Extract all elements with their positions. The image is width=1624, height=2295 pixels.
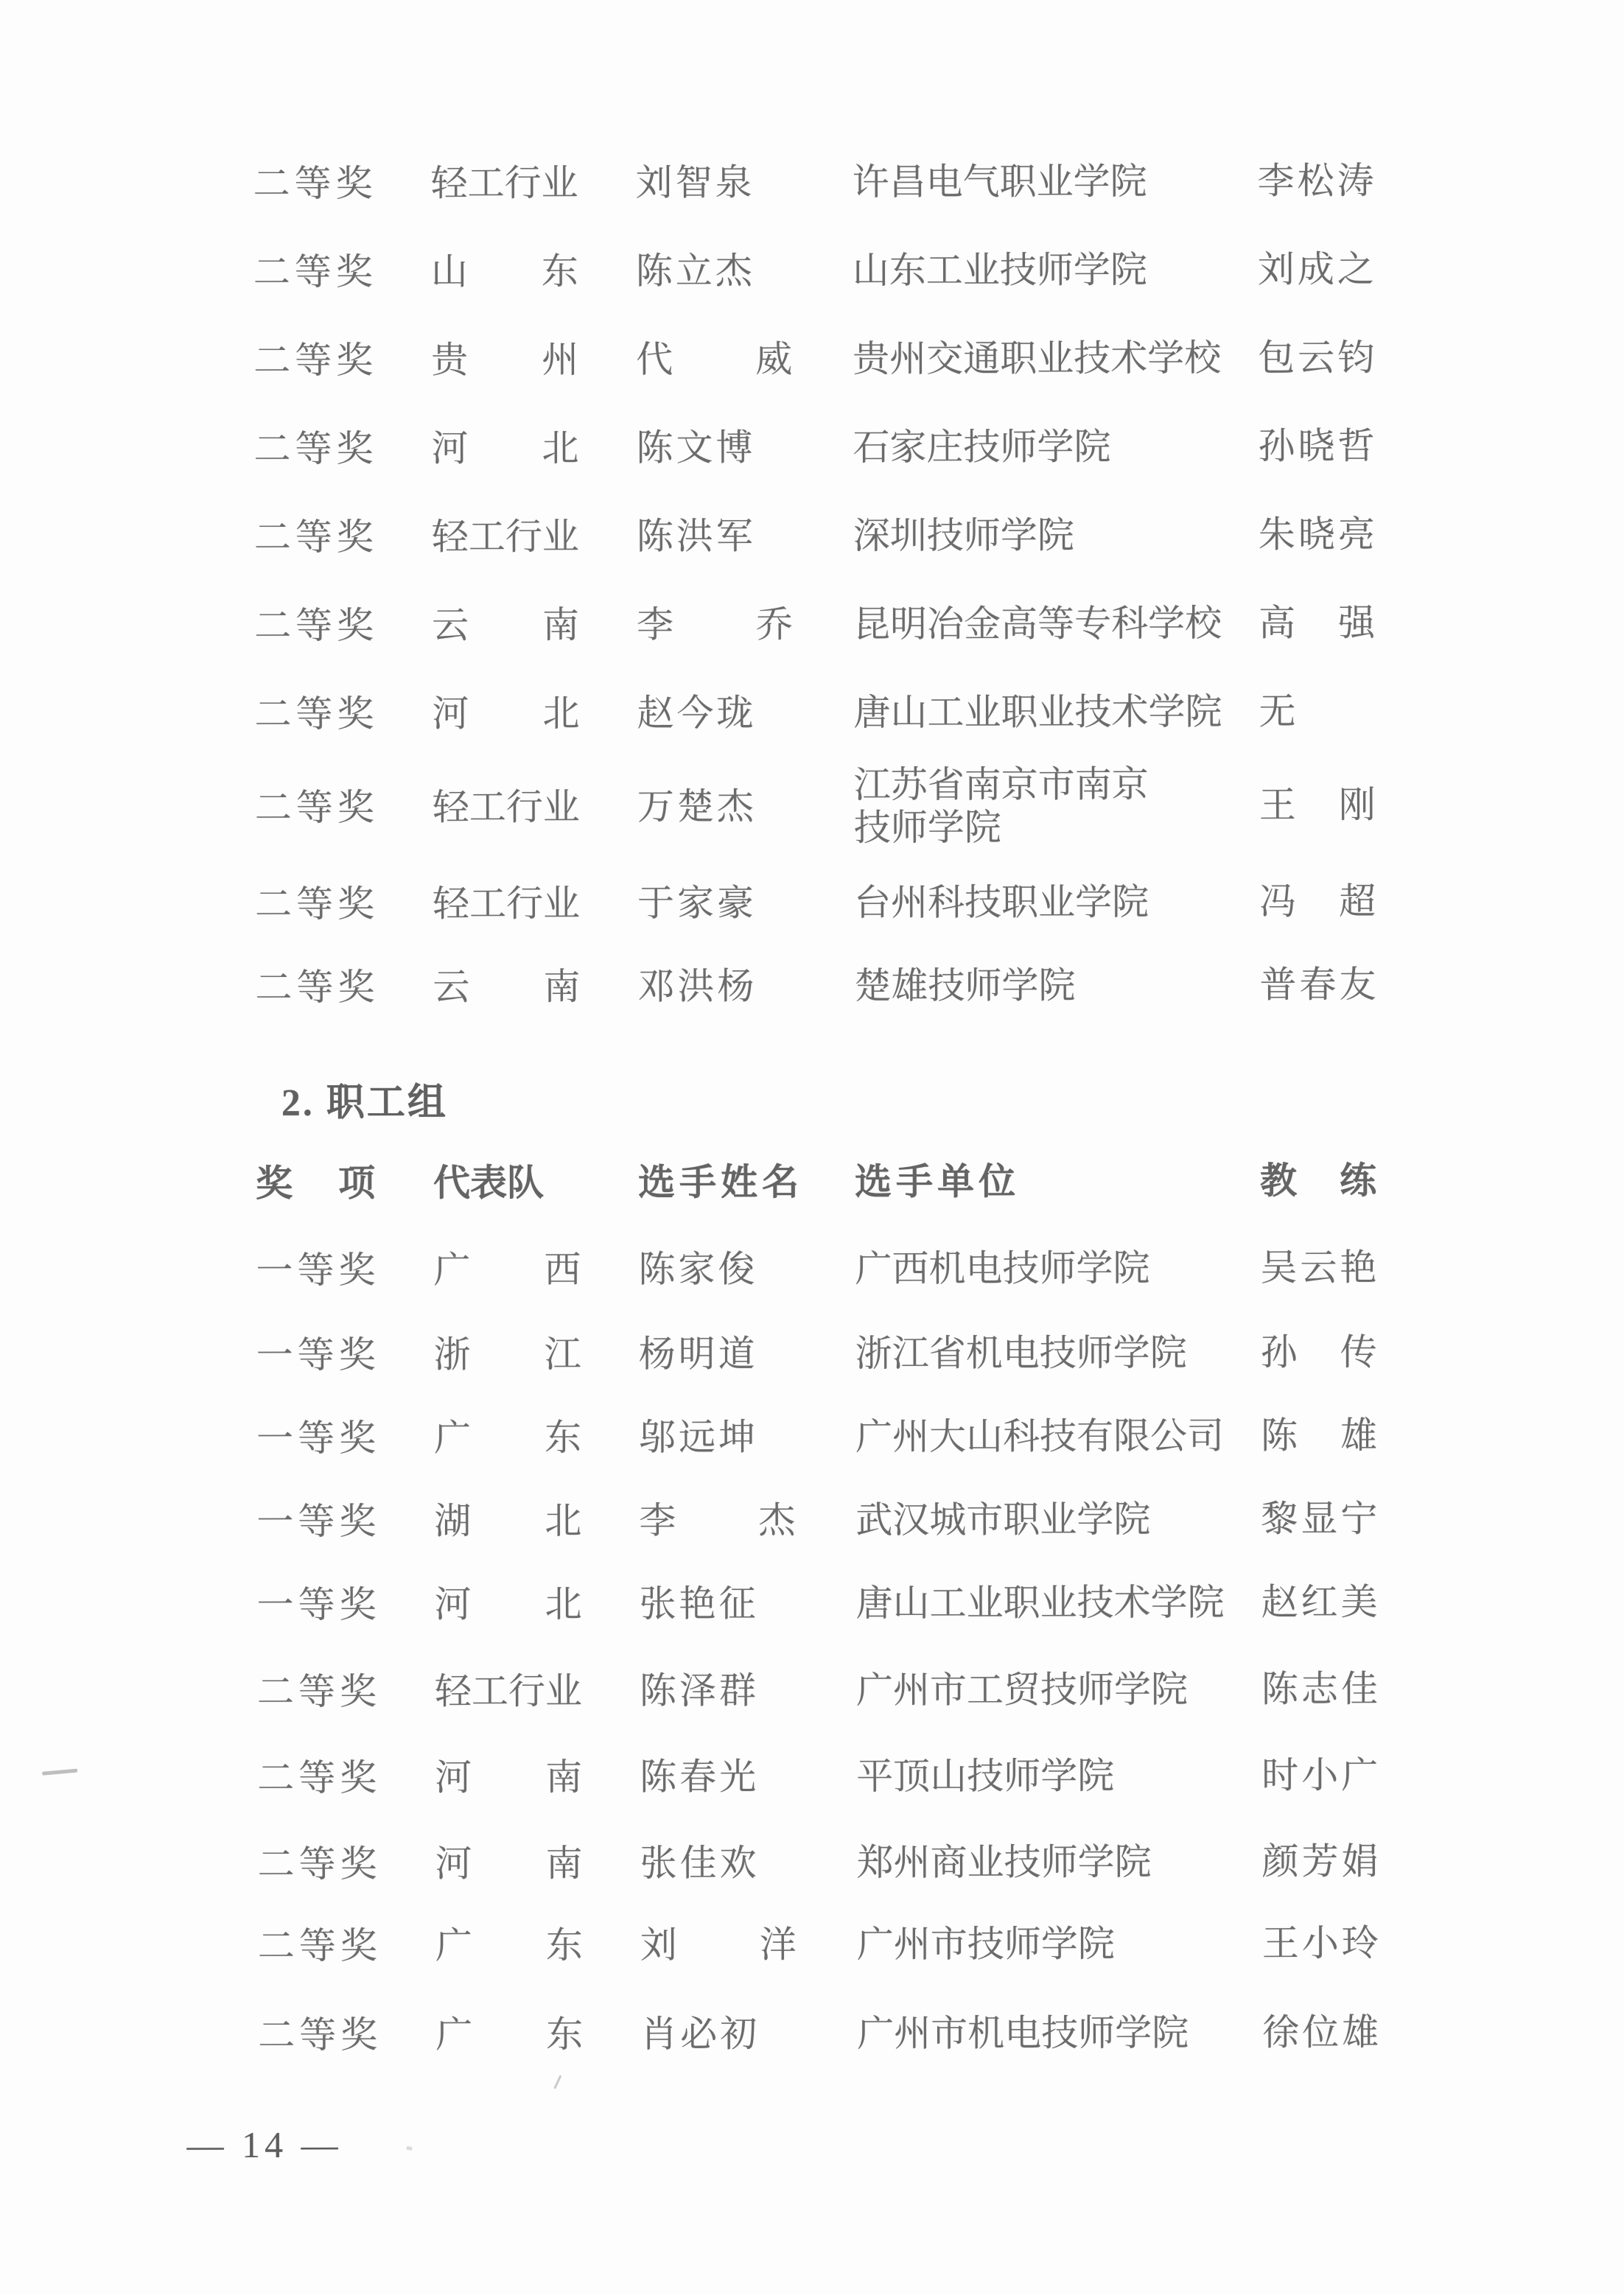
unit-cell: 郑州商业技师学院 (856, 1841, 1152, 1884)
award-cell: 二等奖 (257, 1843, 382, 1885)
table-row (255, 941, 1449, 1032)
award-cell: 一等奖 (256, 1334, 380, 1376)
name-cell: 陈泽群 (639, 1669, 760, 1711)
unit-cell: 许昌电气职业学院 (852, 161, 1147, 203)
name-cell: 陈洪军 (636, 515, 756, 557)
team-cell: 山 东 (430, 250, 578, 292)
award-cell: 二等奖 (255, 883, 379, 925)
name-cell: 陈家俊 (638, 1248, 758, 1290)
name-cell: 杨明道 (638, 1333, 758, 1375)
table-row (257, 1734, 1451, 1821)
team-cell: 河 北 (434, 1583, 582, 1625)
coach-cell: 黎显宁 (1261, 1498, 1381, 1540)
table-row (257, 1820, 1451, 1907)
coach-cell: 孙 传 (1260, 1331, 1380, 1373)
team-cell: 广 西 (433, 1249, 581, 1291)
team-cell: 轻工行业 (432, 786, 580, 828)
coach-cell: 王小玲 (1261, 1922, 1382, 1964)
name-cell: 肖必初 (640, 2013, 760, 2055)
coach-cell: 冯 超 (1259, 880, 1379, 922)
unit-cell: 江苏省南京市南京 技师学院 (853, 763, 1149, 848)
coach-cell: 孙晓哲 (1258, 425, 1378, 467)
column-header-coach: 教 练 (1260, 1160, 1380, 1202)
name-cell: 赵今珑 (637, 692, 757, 734)
table-row (256, 1226, 1449, 1313)
name-cell: 邓洪杨 (637, 965, 757, 1007)
scan-artifact-dash (42, 1769, 77, 1776)
coach-cell: 陈志佳 (1261, 1668, 1381, 1710)
team-cell: 贵 州 (431, 339, 579, 381)
award-cell: 二等奖 (254, 693, 379, 735)
scan-artifact-tick (553, 2075, 561, 2089)
award-cell: 二等奖 (257, 1756, 382, 1799)
award-cell: 二等奖 (255, 966, 379, 1009)
award-cell: 一等奖 (256, 1500, 381, 1543)
unit-cell: 广州市机电技师学院 (857, 2011, 1189, 2055)
award-cell: 二等奖 (253, 516, 378, 558)
coach-cell: 包云钧 (1258, 337, 1378, 379)
coach-cell: 赵红美 (1261, 1581, 1381, 1623)
award-cell: 二等奖 (254, 786, 379, 829)
unit-cell: 唐山工业职业技术学院 (855, 1581, 1225, 1625)
table-row (255, 735, 1449, 878)
awards-list-section-1 (0, 0, 1621, 1009)
table-row (253, 225, 1447, 317)
table-row (256, 1477, 1450, 1564)
name-cell: 李 杰 (639, 1499, 799, 1541)
name-cell: 李 乔 (637, 603, 797, 645)
team-cell: 广 东 (433, 1417, 582, 1459)
team-cell: 轻工行业 (433, 883, 581, 925)
award-cell: 二等奖 (254, 604, 379, 647)
unit-cell: 广州大山科技有限公司 (855, 1415, 1225, 1458)
name-cell: 张艳征 (639, 1583, 759, 1625)
award-cell: 二等奖 (253, 427, 378, 470)
column-header-name: 选手姓名 (638, 1161, 804, 1203)
award-cell: 一等奖 (256, 1249, 380, 1292)
coach-cell: 李松涛 (1257, 160, 1377, 202)
name-cell: 万楚杰 (637, 785, 757, 827)
unit-cell: 广西机电技师学院 (855, 1247, 1150, 1290)
team-cell: 湖 北 (434, 1500, 582, 1542)
award-cell: 二等奖 (253, 162, 377, 205)
unit-cell: 楚雄技师学院 (854, 964, 1076, 1007)
award-cell: 二等奖 (257, 1924, 382, 1967)
team-cell: 广 东 (435, 1924, 583, 1966)
team-cell: 云 南 (432, 604, 580, 646)
table-row (257, 1647, 1451, 1734)
table-row (256, 1560, 1450, 1647)
unit-cell: 广州市技师学院 (856, 1923, 1115, 1966)
column-header-team: 代表队 (433, 1162, 545, 1204)
coach-cell: 朱晓亮 (1258, 514, 1378, 556)
unit-cell: 石家庄技师学院 (853, 426, 1111, 469)
unit-cell: 唐山工业职业技术学院 (853, 690, 1222, 734)
unit-cell: 贵州交通职业技术学校 (853, 337, 1222, 380)
team-cell: 轻工行业 (431, 516, 579, 558)
table-header-row (256, 1139, 1449, 1226)
table-row (256, 1311, 1450, 1398)
name-cell: 邬远坤 (638, 1416, 759, 1458)
name-cell: 刘智泉 (635, 161, 755, 203)
coach-cell: 高 强 (1259, 602, 1379, 644)
table-row (253, 314, 1447, 405)
team-cell: 河 南 (435, 1843, 583, 1885)
name-cell: 陈春光 (640, 1756, 760, 1798)
column-header-unit: 选手单位 (855, 1160, 1021, 1203)
name-cell: 陈立杰 (635, 250, 755, 292)
name-cell: 代 威 (636, 338, 796, 380)
table-row (253, 137, 1446, 228)
team-cell: 云 南 (433, 966, 581, 1008)
coach-cell: 无 (1259, 690, 1299, 732)
team-cell: 河 南 (435, 1756, 583, 1798)
table-row (258, 1991, 1452, 2078)
team-cell: 轻工行业 (430, 162, 578, 204)
coach-cell: 时小广 (1261, 1754, 1382, 1796)
award-cell: 二等奖 (258, 2014, 382, 2056)
coach-cell: 颜芳娟 (1261, 1840, 1382, 1882)
team-cell: 浙 江 (433, 1334, 581, 1376)
unit-cell: 广州市工贸技师学院 (855, 1668, 1189, 1711)
unit-cell: 平顶山技师学院 (856, 1755, 1115, 1798)
team-cell: 河 北 (432, 693, 580, 735)
team-cell: 河 北 (431, 427, 579, 469)
coach-cell: 吴云艳 (1260, 1247, 1380, 1289)
name-cell: 张佳欢 (640, 1842, 760, 1884)
unit-cell: 台州科技职业学院 (854, 881, 1149, 924)
coach-cell: 王 刚 (1259, 784, 1379, 826)
scan-artifact-speck (406, 2146, 413, 2151)
award-cell: 二等奖 (253, 250, 377, 293)
unit-cell: 浙江省机电技师学院 (855, 1331, 1187, 1375)
unit-cell: 武汉城市职业学院 (855, 1499, 1151, 1541)
table-row (253, 402, 1447, 494)
table-row (254, 491, 1448, 582)
table-row (258, 1902, 1452, 1989)
team-cell: 轻工行业 (434, 1670, 583, 1712)
award-cell: 二等奖 (256, 1670, 382, 1713)
page-number: — 14 — (186, 2123, 343, 2166)
team-cell: 广 东 (435, 2014, 584, 2056)
unit-cell: 深圳技师学院 (853, 514, 1074, 557)
name-cell: 刘 洋 (640, 1924, 799, 1966)
award-cell: 二等奖 (253, 339, 378, 382)
name-cell: 于家豪 (637, 882, 757, 924)
award-cell: 一等奖 (256, 1583, 381, 1626)
unit-cell: 昆明冶金高等专科学校 (853, 602, 1222, 645)
coach-cell: 刘成之 (1257, 248, 1377, 290)
table-row (256, 1394, 1450, 1481)
coach-cell: 陈 雄 (1260, 1415, 1381, 1457)
coach-cell: 徐位雄 (1262, 2011, 1382, 2053)
table-row (254, 579, 1448, 670)
unit-cell: 山东工业技师学院 (852, 249, 1147, 292)
column-header-award: 奖 项 (256, 1162, 380, 1205)
name-cell: 陈文博 (636, 427, 756, 469)
table-row (255, 858, 1449, 949)
coach-cell: 普春友 (1259, 964, 1379, 1006)
award-cell: 一等奖 (256, 1417, 381, 1460)
section-title-staff-group: 2. 职工组 (281, 1082, 448, 1124)
